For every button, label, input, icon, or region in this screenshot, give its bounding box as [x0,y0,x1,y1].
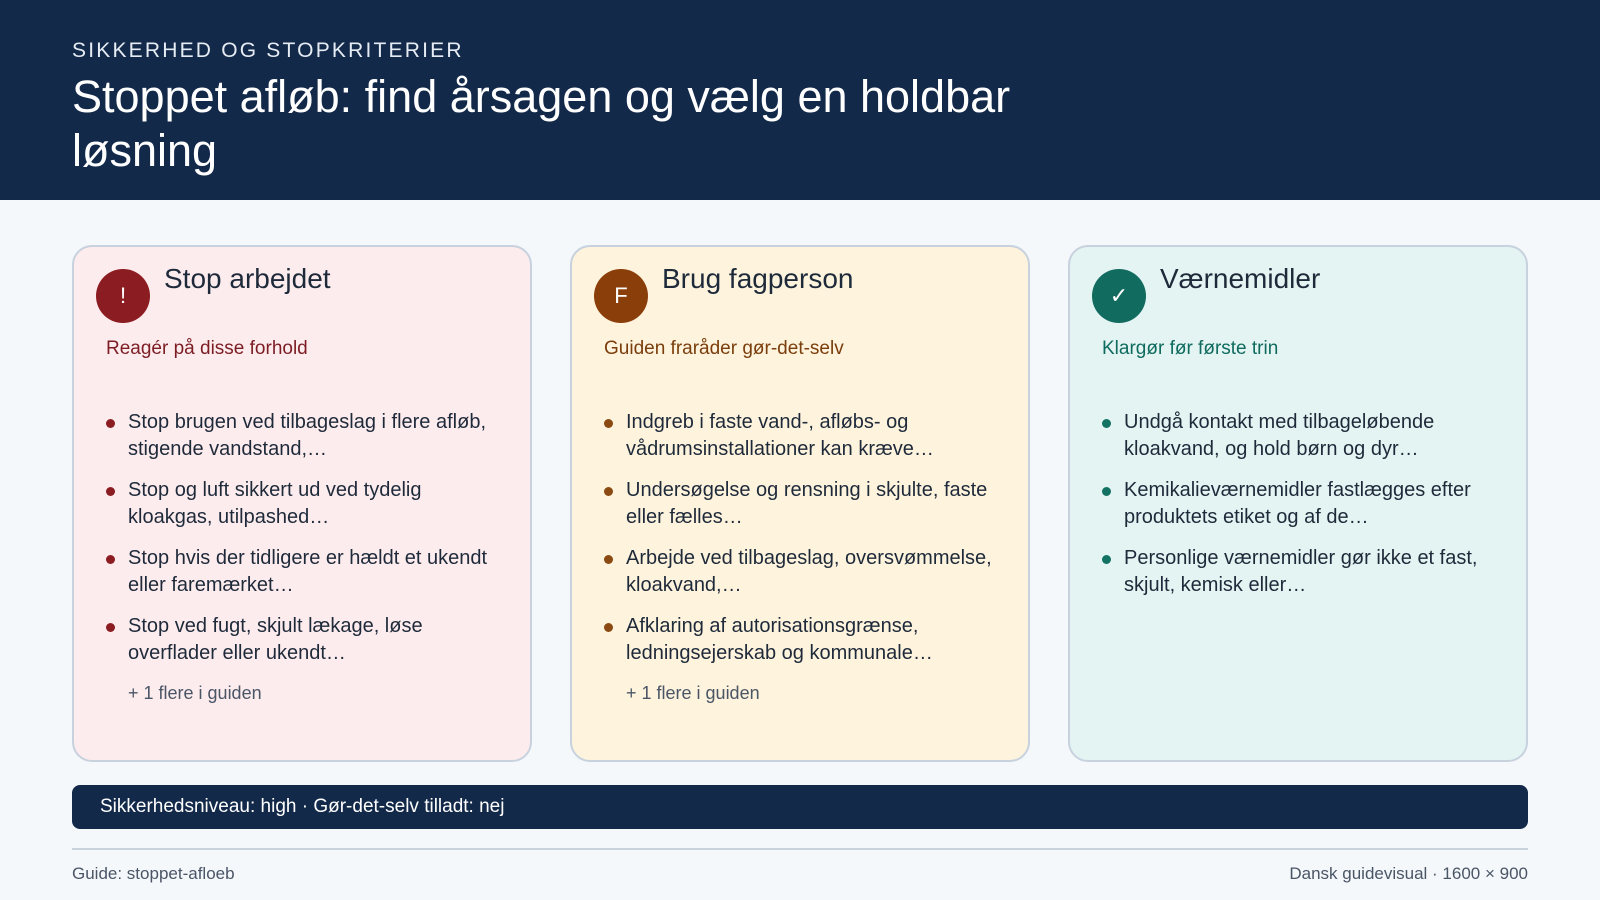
list-item-text: Personlige værnemidler gør ikke et fast, skjult, kemisk eller… [1124,547,1478,596]
card-protective-equipment [1068,245,1528,762]
card-list [1102,409,1502,613]
exclamation-icon: ! [96,269,150,323]
list-item-text: Kemikalieværnemidler fastlægges efter produktets etiket og af de… [1124,479,1471,528]
bullet-icon [604,487,613,496]
footer-visual-info: Dansk guidevisual · 1600 × 900 [1289,864,1528,883]
more-in-guide: + 1 flere i guiden [128,683,262,703]
bullet-icon [106,487,115,496]
bullet-icon [106,555,115,564]
list-item [1102,477,1502,531]
card-use-professional [570,245,1030,762]
bullet-icon [604,555,613,564]
card-list [604,409,1004,705]
list-item-text: Stop ved fugt, skjult lækage, løse overflader eller ukendt… [128,615,423,664]
list-item-text: Stop hvis der tidligere er hældt et ukendt eller faremærket… [128,547,488,596]
list-item [1102,409,1502,463]
list-item [106,545,506,599]
card-title: Brug fagperson [662,263,854,294]
card-subtitle: Reagér på disse forhold [106,338,308,359]
bullet-icon [604,623,613,632]
bullet-icon [106,623,115,632]
bullet-icon [1102,419,1111,428]
header [0,0,1600,200]
list-item-text: Undgå kontakt med tilbageløbende kloakvand, og hold børn og dyr… [1124,411,1435,460]
card-subtitle: Klargør før første trin [1102,338,1279,359]
card-stop-work [72,245,532,762]
list-item [106,409,506,463]
list-item-text: Afklaring af autorisationsgrænse, ledningsejerskab og kommunale… [626,615,933,664]
list-item [604,477,1004,531]
list-item [604,545,1004,599]
list-item-text: Indgreb i faste vand-, afløbs- og vådrumsinstallationer kan kræve… [626,411,934,460]
bullet-icon [604,419,613,428]
checkmark-icon: ✓ [1092,269,1146,323]
list-item-text: Undersøgelse og rensning i skjulte, faste eller fælles… [626,479,988,528]
eyebrow: SIKKERHED OG STOPKRITERIER [72,39,464,62]
bullet-icon [1102,487,1111,496]
card-list [106,409,506,705]
more-in-guide: + 1 flere i guiden [626,683,760,703]
bullet-icon [106,419,115,428]
card-subtitle: Guiden fraråder gør-det-selv [604,338,844,359]
list-item [106,613,506,667]
list-item-text: Stop brugen ved tilbageslag i flere afløb, stigende vandstand,… [128,411,486,460]
list-item [106,477,506,531]
bullet-icon [1102,555,1111,564]
list-item [604,409,1004,463]
card-title: Stop arbejdet [164,263,331,294]
list-item-text: Stop og luft sikkert ud ved tydelig kloakgas, utilpashed… [128,479,422,528]
footer-guide-id: Guide: stoppet-afloeb [72,864,235,883]
page-title: Stoppet afløb: find årsagen og vælg en holdbar løsning [72,71,1011,176]
card-title: Værnemidler [1160,263,1321,294]
professional-icon: F [594,269,648,323]
footer-divider [72,848,1528,850]
safety-status-bar: Sikkerhedsniveau: high · Gør-det-selv tilladt: nej [72,785,1528,829]
cards-container [72,245,1528,762]
list-item [604,613,1004,667]
list-item-text: Arbejde ved tilbageslag, oversvømmelse, kloakvand,… [626,547,992,596]
list-item [1102,545,1502,599]
